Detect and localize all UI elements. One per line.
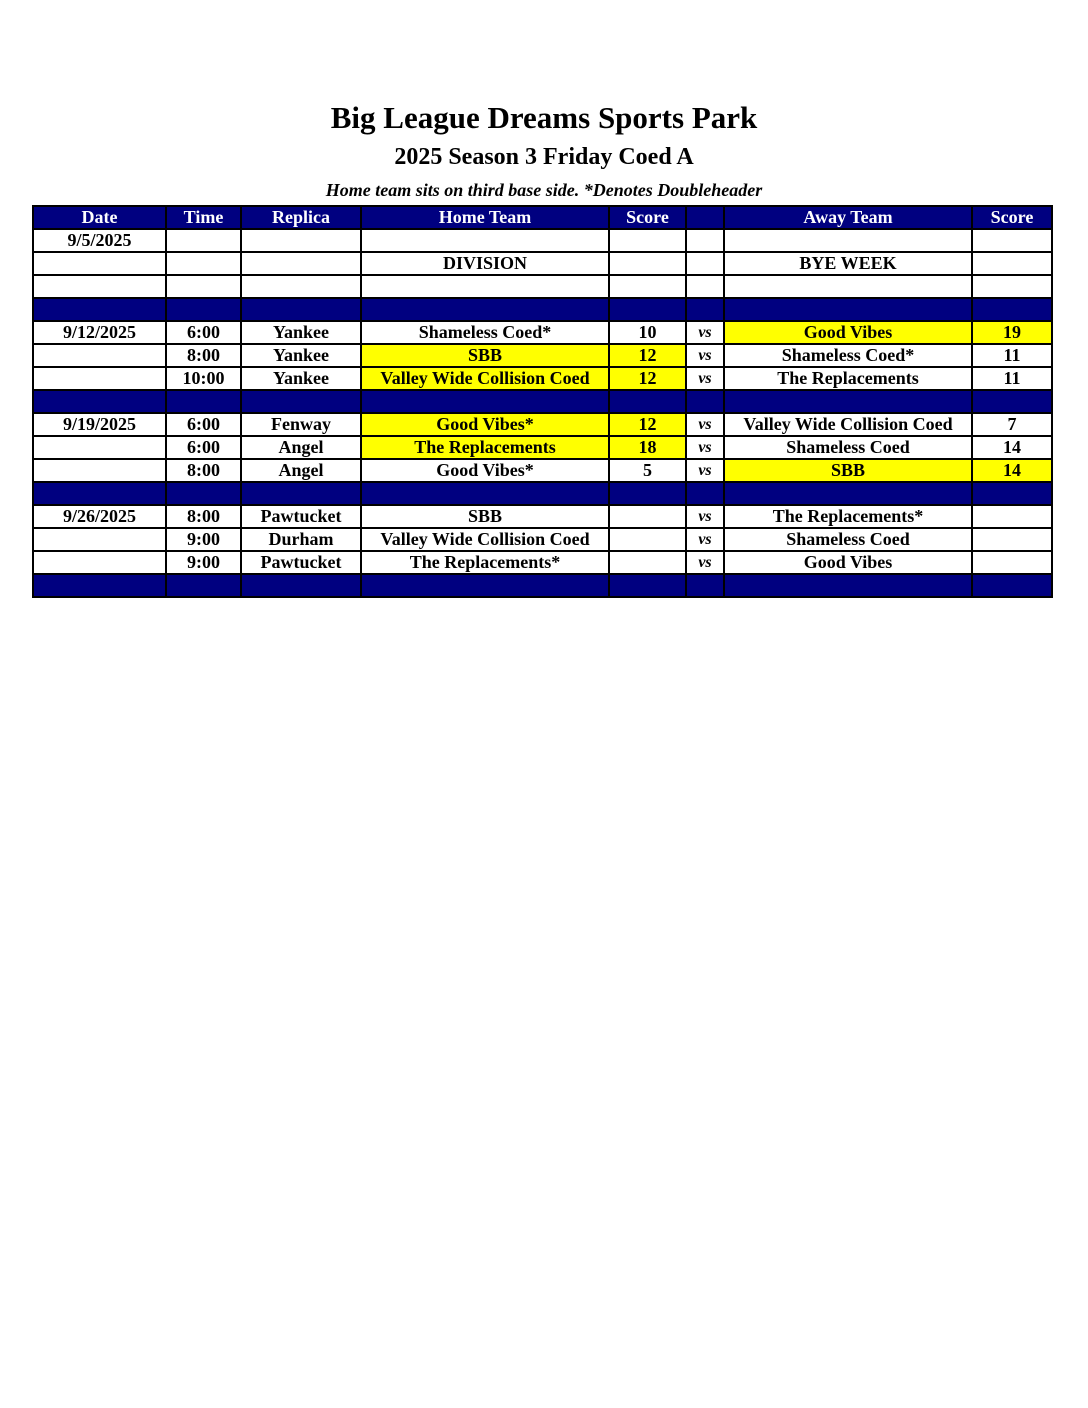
col-header-date: Date [33,206,166,229]
vs-cell: vs [686,367,724,390]
separator-cell [686,482,724,505]
separator-cell [361,574,609,597]
home-team-cell: The Replacements* [361,551,609,574]
col-header-vs [686,206,724,229]
separator-cell [33,482,166,505]
vs-cell: vs [686,413,724,436]
replica-cell: Pawtucket [241,551,361,574]
replica-cell: Angel [241,436,361,459]
away-team-cell: Shameless Coed [724,436,972,459]
away-score-cell [972,275,1052,298]
home-team-cell: DIVISION [361,252,609,275]
separator-cell [33,574,166,597]
table-row [33,551,1052,574]
vs-cell: vs [686,321,724,344]
replica-cell: Pawtucket [241,505,361,528]
table-row [33,413,1052,436]
table-row [33,344,1052,367]
home-score-cell [609,505,686,528]
vs-cell [686,252,724,275]
date-cell [33,528,166,551]
home-team-cell: Valley Wide Collision Coed [361,528,609,551]
separator-cell [166,390,241,413]
home-team-cell [361,275,609,298]
away-score-cell [972,528,1052,551]
away-team-cell: The Replacements [724,367,972,390]
separator-cell [166,482,241,505]
home-team-cell: SBB [361,344,609,367]
separator-cell [33,298,166,321]
home-team-cell: Shameless Coed* [361,321,609,344]
away-team-cell: The Replacements* [724,505,972,528]
date-cell [33,275,166,298]
date-cell [33,367,166,390]
separator-cell [724,390,972,413]
away-team-cell: BYE WEEK [724,252,972,275]
table-row [33,436,1052,459]
col-header-home-score: Score [609,206,686,229]
separator-cell [724,298,972,321]
col-header-replica: Replica [241,206,361,229]
col-header-time: Time [166,206,241,229]
home-team-cell: Good Vibes* [361,413,609,436]
vs-cell: vs [686,528,724,551]
table-row [33,505,1052,528]
home-score-cell [609,551,686,574]
date-cell: 9/19/2025 [33,413,166,436]
replica-cell: Yankee [241,344,361,367]
home-score-cell [609,275,686,298]
away-score-cell: 19 [972,321,1052,344]
away-team-cell [724,275,972,298]
home-score-cell: 18 [609,436,686,459]
time-cell: 8:00 [166,459,241,482]
separator-cell [241,390,361,413]
home-score-cell: 12 [609,344,686,367]
separator-cell [972,298,1052,321]
away-team-cell [724,229,972,252]
table-row [33,459,1052,482]
away-team-cell: Good Vibes [724,321,972,344]
vs-cell [686,275,724,298]
separator-row [33,390,1052,413]
away-team-cell: SBB [724,459,972,482]
date-cell: 9/5/2025 [33,229,166,252]
date-cell [33,436,166,459]
away-score-cell [972,551,1052,574]
col-header-home-team: Home Team [361,206,609,229]
table-row [33,252,1052,275]
replica-cell [241,275,361,298]
replica-cell: Yankee [241,321,361,344]
away-team-cell: Good Vibes [724,551,972,574]
home-team-cell: Good Vibes* [361,459,609,482]
schedule-note: Home team sits on third base side. *Denotes Doubleheader [325,180,763,200]
separator-cell [166,298,241,321]
col-header-away-team: Away Team [724,206,972,229]
page-title: Big League Dreams Sports Park [330,100,758,135]
page-subtitle: 2025 Season 3 Friday Coed A [394,144,694,170]
replica-cell [241,252,361,275]
schedule-table [32,205,1053,598]
separator-cell [972,482,1052,505]
separator-cell [361,482,609,505]
vs-cell: vs [686,505,724,528]
separator-cell [724,574,972,597]
home-team-cell [361,229,609,252]
time-cell [166,275,241,298]
table-row [33,275,1052,298]
time-cell: 9:00 [166,551,241,574]
time-cell: 6:00 [166,413,241,436]
separator-cell [686,574,724,597]
separator-cell [609,390,686,413]
vs-cell [686,229,724,252]
separator-row [33,574,1052,597]
schedule-body [33,229,1052,597]
time-cell: 10:00 [166,367,241,390]
time-cell: 6:00 [166,321,241,344]
table-row [33,321,1052,344]
time-cell: 6:00 [166,436,241,459]
home-team-cell: Valley Wide Collision Coed [361,367,609,390]
home-team-cell: The Replacements [361,436,609,459]
table-row [33,528,1052,551]
away-team-cell: Valley Wide Collision Coed [724,413,972,436]
away-score-cell: 7 [972,413,1052,436]
date-cell: 9/26/2025 [33,505,166,528]
away-score-cell [972,505,1052,528]
separator-cell [241,574,361,597]
separator-cell [361,298,609,321]
separator-cell [686,298,724,321]
separator-cell [241,482,361,505]
table-row [33,229,1052,252]
table-header-row [33,206,1052,229]
table-row [33,367,1052,390]
separator-row [33,298,1052,321]
date-cell [33,459,166,482]
separator-cell [686,390,724,413]
date-cell [33,252,166,275]
separator-row [33,482,1052,505]
home-score-cell [609,229,686,252]
col-header-away-score: Score [972,206,1052,229]
away-score-cell: 14 [972,459,1052,482]
home-score-cell: 12 [609,367,686,390]
away-score-cell: 14 [972,436,1052,459]
separator-cell [724,482,972,505]
date-cell [33,344,166,367]
time-cell: 8:00 [166,505,241,528]
time-cell [166,252,241,275]
time-cell: 9:00 [166,528,241,551]
vs-cell: vs [686,551,724,574]
replica-cell: Fenway [241,413,361,436]
away-score-cell [972,252,1052,275]
away-score-cell: 11 [972,367,1052,390]
separator-cell [609,298,686,321]
separator-cell [241,298,361,321]
home-score-cell: 10 [609,321,686,344]
separator-cell [609,482,686,505]
replica-cell: Angel [241,459,361,482]
home-score-cell [609,252,686,275]
separator-cell [166,574,241,597]
home-score-cell: 12 [609,413,686,436]
separator-cell [609,574,686,597]
away-team-cell: Shameless Coed [724,528,972,551]
vs-cell: vs [686,436,724,459]
date-cell [33,551,166,574]
away-team-cell: Shameless Coed* [724,344,972,367]
home-score-cell [609,528,686,551]
away-score-cell [972,229,1052,252]
date-cell: 9/12/2025 [33,321,166,344]
vs-cell: vs [686,344,724,367]
replica-cell [241,229,361,252]
time-cell: 8:00 [166,344,241,367]
separator-cell [361,390,609,413]
home-team-cell: SBB [361,505,609,528]
vs-cell: vs [686,459,724,482]
separator-cell [33,390,166,413]
replica-cell: Durham [241,528,361,551]
time-cell [166,229,241,252]
away-score-cell: 11 [972,344,1052,367]
replica-cell: Yankee [241,367,361,390]
separator-cell [972,574,1052,597]
home-score-cell: 5 [609,459,686,482]
separator-cell [972,390,1052,413]
